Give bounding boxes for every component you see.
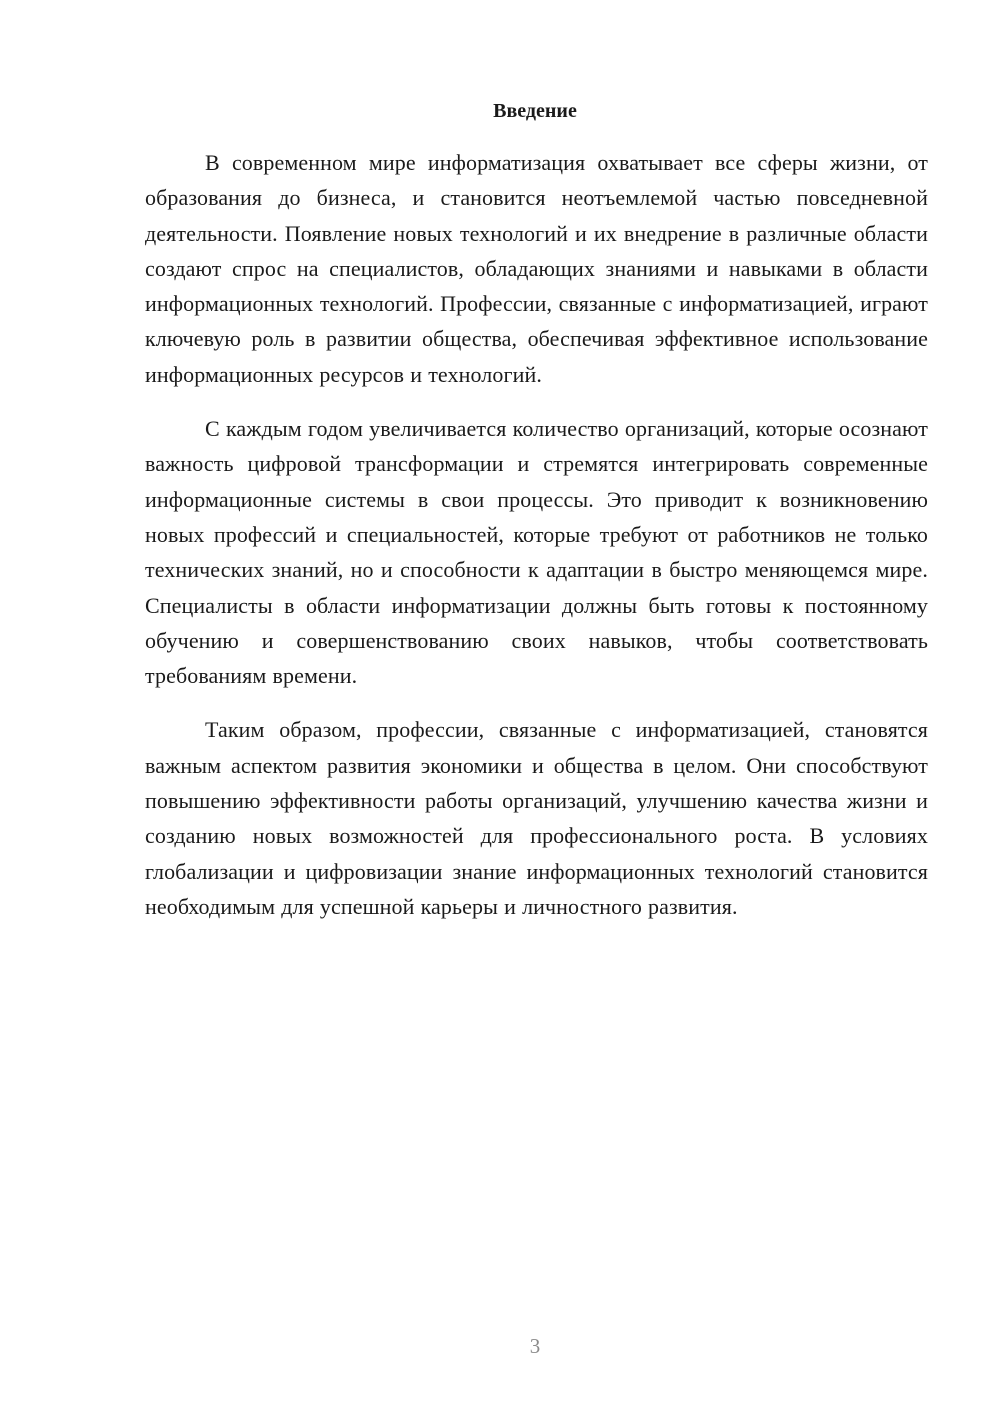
paragraph-2: С каждым годом увеличивается количество организаций, которые осознают важность цифровой трансформации и стремятся интегрировать современные информационные системы в свои процессы. Это приводит к возникновению новых профессий и специальностей, которые требуют от работников не только технических знаний, но и способности к адаптации в быстро меняющемся мире. Специалисты в области информатизации должны быть готовы к постоянному обучению и совершенствованию своих навыков, чтобы соответствовать требованиям времени. bbox=[145, 416, 928, 689]
page-number: 3 bbox=[529, 1334, 541, 1358]
body-text bbox=[145, 145, 928, 943]
paragraph-1: В современном мире информатизация охватывает все сферы жизни, от образования до бизнеса, и становится неотъемлемой частью повседневной деятельности. Появление новых технологий и их внедрение в различные области создают спрос на специалистов, обладающих знаниями и навыками в области информационных технологий. Профессии, связанные с информатизацией, играют ключевую роль в развитии общества, обеспечивая эффективное использование информационных ресурсов и технологий. bbox=[145, 150, 928, 387]
paragraph-3: Таким образом, профессии, связанные с информатизацией, становятся важным аспектом развития экономики и общества в целом. Они способствуют повышению эффективности работы организаций, улучшению качества жизни и созданию новых возможностей для профессионального роста. В условиях глобализации и цифровизации знание информационных технологий становится необходимым для успешной карьеры и личностного развития. bbox=[145, 717, 928, 919]
section-title: Введение bbox=[493, 100, 577, 122]
